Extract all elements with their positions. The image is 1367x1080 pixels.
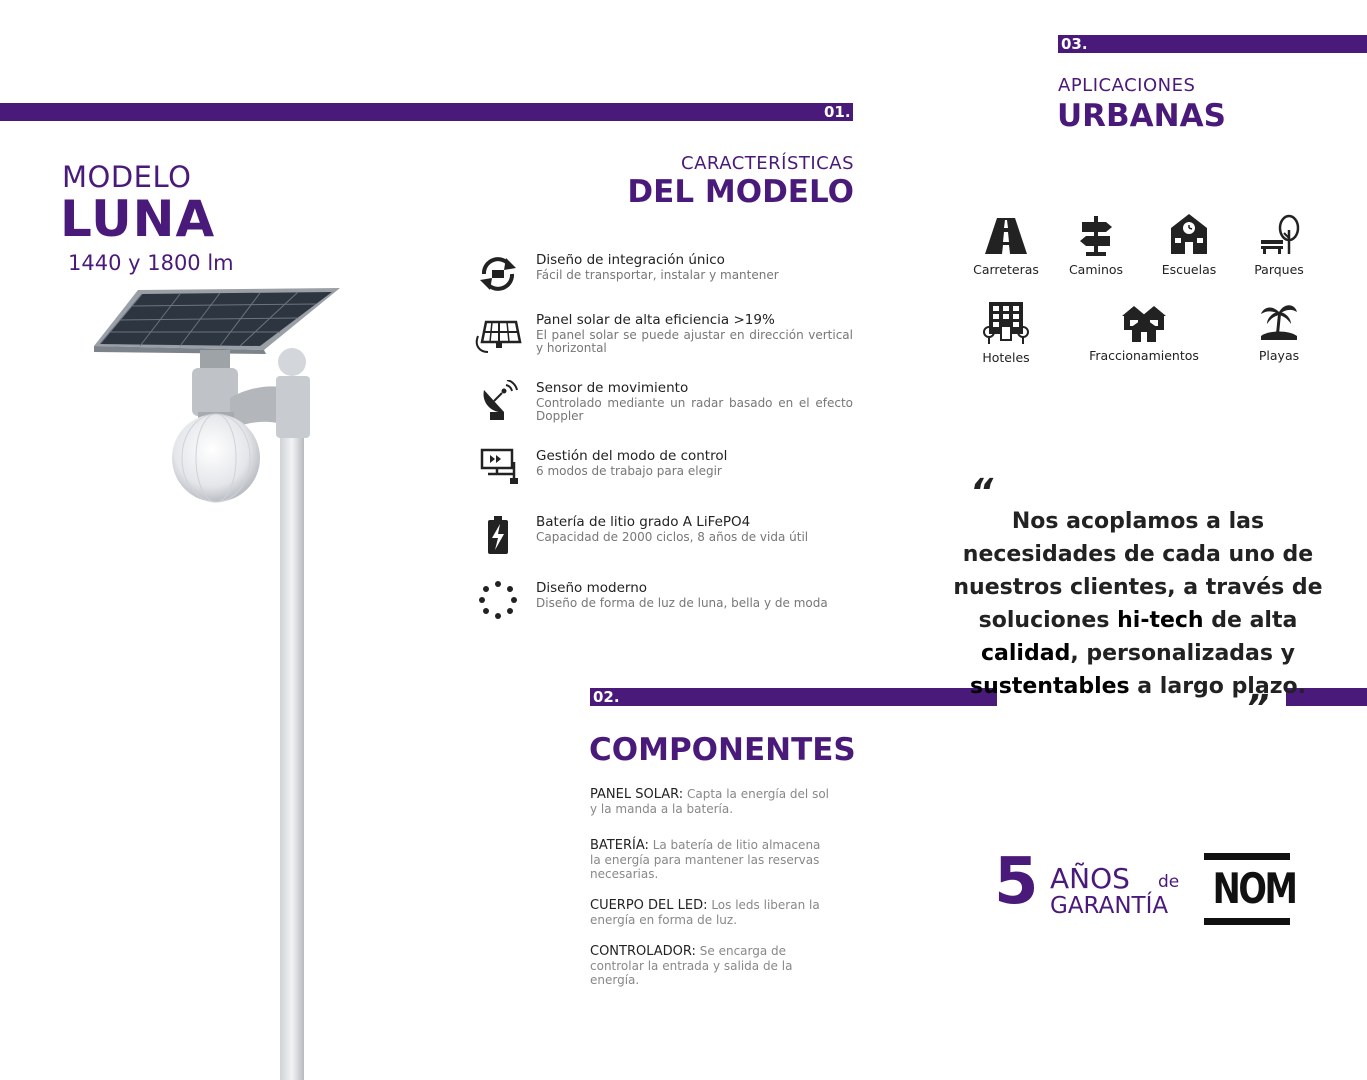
- section-01-bar: [0, 103, 853, 121]
- application-label: Playas: [1258, 348, 1300, 363]
- component-text: La batería de litio almacena la energía para mantener las reservas necesarias.: [590, 838, 821, 881]
- model-name: LUNA: [60, 190, 216, 248]
- section-01-number: 01.: [824, 103, 851, 121]
- quote-part: Nos acoplamos a las necesidades de cada uno de nuestros clientes, a través de soluciones: [953, 509, 1323, 633]
- application-item: [1078, 302, 1210, 363]
- radar-dish-icon: [474, 380, 522, 424]
- component-item: [590, 838, 830, 881]
- feature-desc: Capacidad de 2000 ciclos, 8 años de vida útil: [536, 530, 809, 544]
- quote-text: [950, 505, 1326, 703]
- section-03-title-light: APLICACIONES: [1058, 75, 1196, 96]
- feature-desc: El panel solar se puede ajustar en dirección vertical y horizontal: [536, 328, 853, 355]
- section-03-bar: [1058, 35, 1367, 53]
- control-screen-icon: [474, 448, 522, 492]
- quote-open-mark: “: [970, 472, 994, 513]
- nom-logo: [1204, 853, 1296, 925]
- section-02-title: COMPONENTES: [589, 732, 856, 768]
- application-label: Carreteras: [973, 262, 1039, 277]
- quote-highlight: hi-tech: [1117, 608, 1204, 633]
- component-label: PANEL SOLAR:: [590, 787, 684, 802]
- application-item: [1244, 214, 1314, 277]
- application-item: [1150, 212, 1228, 277]
- model-lumens: 1440 y 1800 lm: [68, 251, 234, 275]
- section-03-number: 03.: [1061, 35, 1088, 53]
- feature-desc: Controlado mediante un radar basado en el efecto Doppler: [536, 396, 853, 423]
- application-label: Fraccionamientos: [1089, 348, 1199, 363]
- section-01-title-light: CARACTERÍSTICAS: [681, 153, 854, 174]
- park-icon: [1257, 214, 1301, 256]
- component-text: Capta la energía del sol y la manda a la batería.: [590, 787, 829, 816]
- road-icon: [983, 216, 1029, 256]
- section-02-number: 02.: [593, 688, 620, 706]
- houses-icon: [1122, 302, 1166, 342]
- feature-desc: 6 modos de trabajo para elegir: [536, 464, 722, 478]
- quote-highlight: sustentables: [970, 674, 1130, 699]
- component-item: [590, 898, 830, 927]
- component-label: BATERÍA:: [590, 838, 649, 853]
- section-03-title-bold: URBANAS: [1057, 98, 1226, 134]
- feature-title: Diseño de integración único: [536, 252, 725, 268]
- application-label: Parques: [1254, 262, 1304, 277]
- quote-part: , personalizadas y: [1070, 641, 1295, 666]
- warranty-years: 5: [994, 845, 1039, 919]
- hotel-icon: [983, 300, 1029, 344]
- solar-panel-icon: [474, 312, 522, 356]
- application-label: Caminos: [1068, 262, 1124, 277]
- application-item: [1246, 302, 1312, 363]
- component-item: [590, 787, 830, 816]
- quote-part: a largo plazo.: [1129, 674, 1306, 699]
- quote-part: de alta: [1203, 608, 1298, 633]
- component-text: Los leds liberan la energía en forma de luz.: [590, 898, 820, 927]
- model-prefix: MODELO: [62, 160, 192, 194]
- rotate-arrows-icon: [474, 252, 522, 296]
- quote-highlight: calidad: [981, 641, 1071, 666]
- signpost-icon: [1076, 216, 1116, 256]
- quote-close-mark: ”: [1246, 688, 1270, 729]
- application-item: [1060, 216, 1132, 277]
- warranty-garantia: GARANTÍA: [1050, 893, 1169, 919]
- feature-title: Batería de litio grado A LiFePO4: [536, 514, 751, 530]
- application-label: Hoteles: [982, 350, 1030, 365]
- section-02-bar: [590, 688, 997, 706]
- feature-title: Panel solar de alta eficiencia >19%: [536, 312, 775, 328]
- component-label: CUERPO DEL LED:: [590, 898, 708, 913]
- application-item: [966, 300, 1046, 365]
- feature-title: Diseño moderno: [536, 580, 648, 596]
- battery-icon: [474, 514, 522, 558]
- feature-title: Sensor de movimiento: [536, 380, 689, 396]
- feature-desc: Diseño de forma de luz de luna, bella y de moda: [536, 596, 828, 610]
- feature-title: Gestión del modo de control: [536, 448, 728, 464]
- warranty-word: AÑOS: [1050, 862, 1130, 895]
- palm-beach-icon: [1259, 302, 1299, 342]
- nom-logo-text: NOM: [1212, 864, 1296, 913]
- component-label: CONTROLADOR:: [590, 944, 696, 959]
- solar-lamp-illustration: [80, 280, 350, 1080]
- warranty-de: de: [1158, 872, 1180, 892]
- component-item: [590, 944, 830, 987]
- section-01-title-bold: DEL MODELO: [627, 174, 854, 210]
- feature-desc: Fácil de transportar, instalar y mantener: [536, 268, 779, 282]
- application-label: Escuelas: [1161, 262, 1217, 277]
- dots-circle-icon: [474, 580, 522, 624]
- component-text: Se encarga de controlar la entrada y salida de la energía.: [590, 944, 793, 987]
- application-item: [960, 216, 1052, 277]
- school-icon: [1167, 212, 1211, 256]
